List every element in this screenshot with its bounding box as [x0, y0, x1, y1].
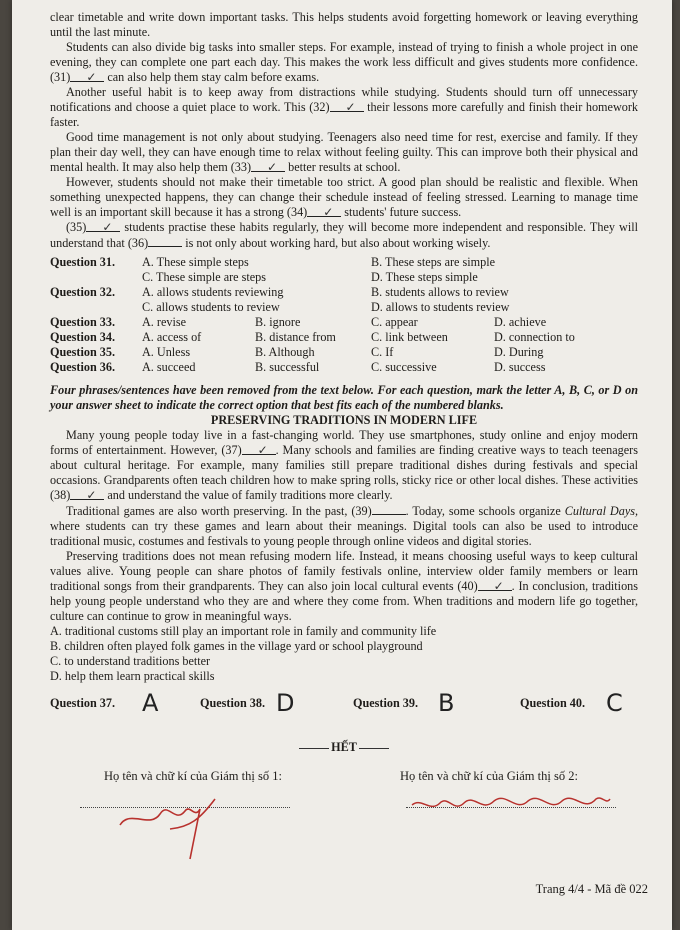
option-c[interactable]: C. allows students to review [142, 300, 280, 314]
check-mark-icon: ✓ [86, 70, 97, 84]
signature-area [50, 769, 638, 879]
question-row-32b [50, 300, 638, 315]
answer-40[interactable]: C [606, 689, 623, 717]
option-a[interactable]: A. Unless [142, 345, 191, 359]
question-label: Question 32. [50, 285, 116, 299]
check-mark-icon: ✓ [102, 220, 113, 234]
blank-40 [478, 579, 512, 591]
option-b[interactable]: B. These steps are simple [371, 255, 495, 269]
check-mark-icon: ✓ [323, 205, 334, 219]
option-b[interactable]: B. students allows to review [371, 285, 509, 299]
question-row-32 [50, 285, 638, 300]
text: . Many schools and families are finding creative ways to teach teenagers about cultural heritage. For example, many families still prepare traditional dishes during festivals and special occasions. Grandparents often teach children how to make spring rolls, sticky rice or other local dishes. These activities (38) [50, 443, 638, 502]
passage2-paragraph [50, 428, 638, 503]
page-footer: Trang 4/4 - Mã đề 022 [535, 882, 648, 896]
option-a[interactable]: A. access of [142, 330, 202, 344]
end-marker: HẾT [50, 740, 638, 755]
option-a[interactable]: A. revise [142, 315, 186, 329]
option-c[interactable]: C. These simple are steps [142, 270, 266, 284]
proctor1-signature [120, 799, 215, 859]
passage-title: PRESERVING TRADITIONS IN MODERN LIFE [210, 413, 478, 427]
text: Traditional games are also worth preserving. In the past, (39) [66, 504, 372, 518]
blank-34 [307, 205, 341, 217]
check-mark-icon: ✓ [257, 443, 268, 457]
option-c[interactable]: C. to understand traditions better [50, 654, 211, 668]
answer-row [50, 689, 638, 717]
passage1-paragraph [50, 220, 638, 251]
question-row-33 [50, 315, 638, 330]
option-a[interactable]: A. allows students reviewing [142, 285, 284, 299]
check-mark-icon: ✓ [345, 100, 356, 114]
exam-sheet [12, 0, 672, 930]
option-b[interactable]: B. Although [255, 345, 315, 359]
passage2-paragraph [50, 503, 638, 549]
answer-label-38: Question 38. [200, 696, 266, 710]
option-d[interactable]: D. help them learn practical skills [50, 669, 215, 683]
text: Another useful habit is to keep away from distractions while studying. Students should turn off unnecessary notifications and choose a quiet place to work. This (32) [50, 85, 638, 114]
option-d[interactable]: D. success [494, 360, 546, 374]
answer-38[interactable]: D [276, 689, 295, 717]
proctor1-label: Họ tên và chữ kí của Giám thị số 1: [104, 769, 282, 783]
blank-36 [148, 235, 182, 247]
check-mark-icon: ✓ [267, 160, 278, 174]
blank-39 [372, 503, 406, 515]
option-d[interactable]: D. During [494, 345, 544, 359]
text: Many young people today live in a fast-changing world. They use smartphones, study online and enjoy modern forms of entertainment. However, (37) [50, 428, 638, 457]
question-label: Question 33. [50, 315, 116, 329]
exam-content [50, 10, 638, 879]
check-mark-icon: ✓ [86, 488, 97, 502]
passage1-paragraph: clear timetable and write down important tasks. This helps students avoid forgetting homework or leaving everything until the last minute. [50, 10, 638, 39]
option-a[interactable]: A. These simple steps [142, 255, 249, 269]
question-grid-31-36 [50, 255, 638, 375]
blank-37 [242, 443, 276, 455]
option-c[interactable]: C. successive [371, 360, 437, 374]
proctor2-label: Họ tên và chữ kí của Giám thị số 2: [400, 769, 578, 783]
instruction-text: Four phrases/sentences have been removed from the text below. For each question, mark the letter A, B, C, or D on your answer sheet to indicate the correct option that best fits each of the numbered blanks. [50, 383, 638, 412]
option-d[interactable]: D. allows to students review [371, 300, 510, 314]
option-b[interactable]: B. distance from [255, 330, 336, 344]
italic-text: Cultural Days, [564, 504, 639, 518]
question-row-36 [50, 360, 638, 375]
proctor2-signature [412, 798, 610, 806]
text: (35) [66, 220, 87, 234]
question-label: Question 35. [50, 345, 116, 359]
question-row-34 [50, 330, 638, 345]
question-label: Question 31. [50, 255, 116, 269]
answer-37[interactable]: A [142, 689, 159, 717]
answer-39[interactable]: B [438, 689, 455, 717]
option-b[interactable]: B. successful [255, 360, 320, 374]
question-label: Question 36. [50, 360, 116, 374]
option-b[interactable]: B. ignore [255, 315, 301, 329]
text: can also help them stay calm before exams. [107, 70, 320, 84]
option-d[interactable]: D. achieve [494, 315, 547, 329]
text: Preserving traditions does not mean refusing modern life. Instead, it means choosing useful ways to keep cultural values alive. Young people can share photos of family festivals online, interview older family members or learn traditional songs from their grandparents. They can also join local cultural events (40) [50, 549, 638, 593]
text: . In conclusion, traditions help young people understand who they are and where they come from. When traditions and modern life go together, culture can continue to grow in meaningful ways. [50, 579, 638, 623]
text: is not only about working hard, but also about working wisely. [185, 236, 491, 250]
option-d[interactable]: D. These steps simple [371, 270, 478, 284]
question-label: Question 34. [50, 330, 116, 344]
text: . Today, some schools organize [405, 504, 561, 518]
text: Students can also divide big tasks into smaller steps. For example, instead of trying to finish a whole project in one evening, they can complete one part each day. This makes the work less difficult and gives students more confidence. (31) [50, 40, 638, 84]
text: However, students should not make their timetable too strict. A good plan should be realistic and flexible. When something unexpected happens, they can change their schedule instead of feeling stressed. Learning to manage time well is an important skill because it has a strong (34) [50, 175, 638, 219]
text: Good time management is not only about studying. Teenagers also need time for rest, exercise and family. If they plan their day well, they can have enough time to relax without feeling guilty. This can improve both their physical and mental health. It may also help them (33) [50, 130, 638, 174]
blank-33 [251, 160, 285, 172]
check-mark-icon: ✓ [493, 579, 504, 593]
blank-38 [70, 488, 104, 500]
question-row-31b [50, 270, 638, 285]
text: students' future success. [344, 205, 462, 219]
signatures-svg [50, 769, 638, 869]
blank-31 [70, 70, 104, 82]
answer-label-39: Question 39. [353, 696, 419, 710]
text: better results at school. [288, 160, 401, 174]
answer-label-37: Question 37. [50, 696, 116, 710]
text: their lessons more carefully and finish their homework faster. [50, 100, 638, 129]
answer-label-40: Question 40. [520, 696, 586, 710]
text: and understand the value of family traditions more clearly. [107, 488, 393, 502]
option-c[interactable]: C. If [371, 345, 394, 359]
passage1-paragraph [50, 130, 638, 175]
text: where students can try these games and learn about their meanings. Digital tools can also be used to introduce traditional music, costumes and festivals to young people through online videos and digital stories. [50, 519, 638, 548]
option-a[interactable]: A. traditional customs still play an important role in family and community life [50, 624, 437, 638]
question-row-31 [50, 255, 638, 270]
option-d[interactable]: D. connection to [494, 330, 575, 344]
passage1-paragraph [50, 40, 638, 85]
passage2-paragraph [50, 549, 638, 624]
blank-35 [86, 220, 120, 232]
option-c[interactable]: C. link between [371, 330, 448, 344]
option-b[interactable]: B. children often played folk games in the village yard or school playground [50, 639, 423, 653]
option-a[interactable]: A. succeed [142, 360, 196, 374]
question-row-35 [50, 345, 638, 360]
text: students practise these habits regularly, they will become more independent and responsible. They will understand that (36) [50, 220, 638, 250]
blank-32 [330, 100, 364, 112]
passage1-paragraph [50, 175, 638, 220]
passage1-paragraph [50, 85, 638, 130]
option-c[interactable]: C. appear [371, 315, 418, 329]
options-37-40 [50, 624, 638, 684]
